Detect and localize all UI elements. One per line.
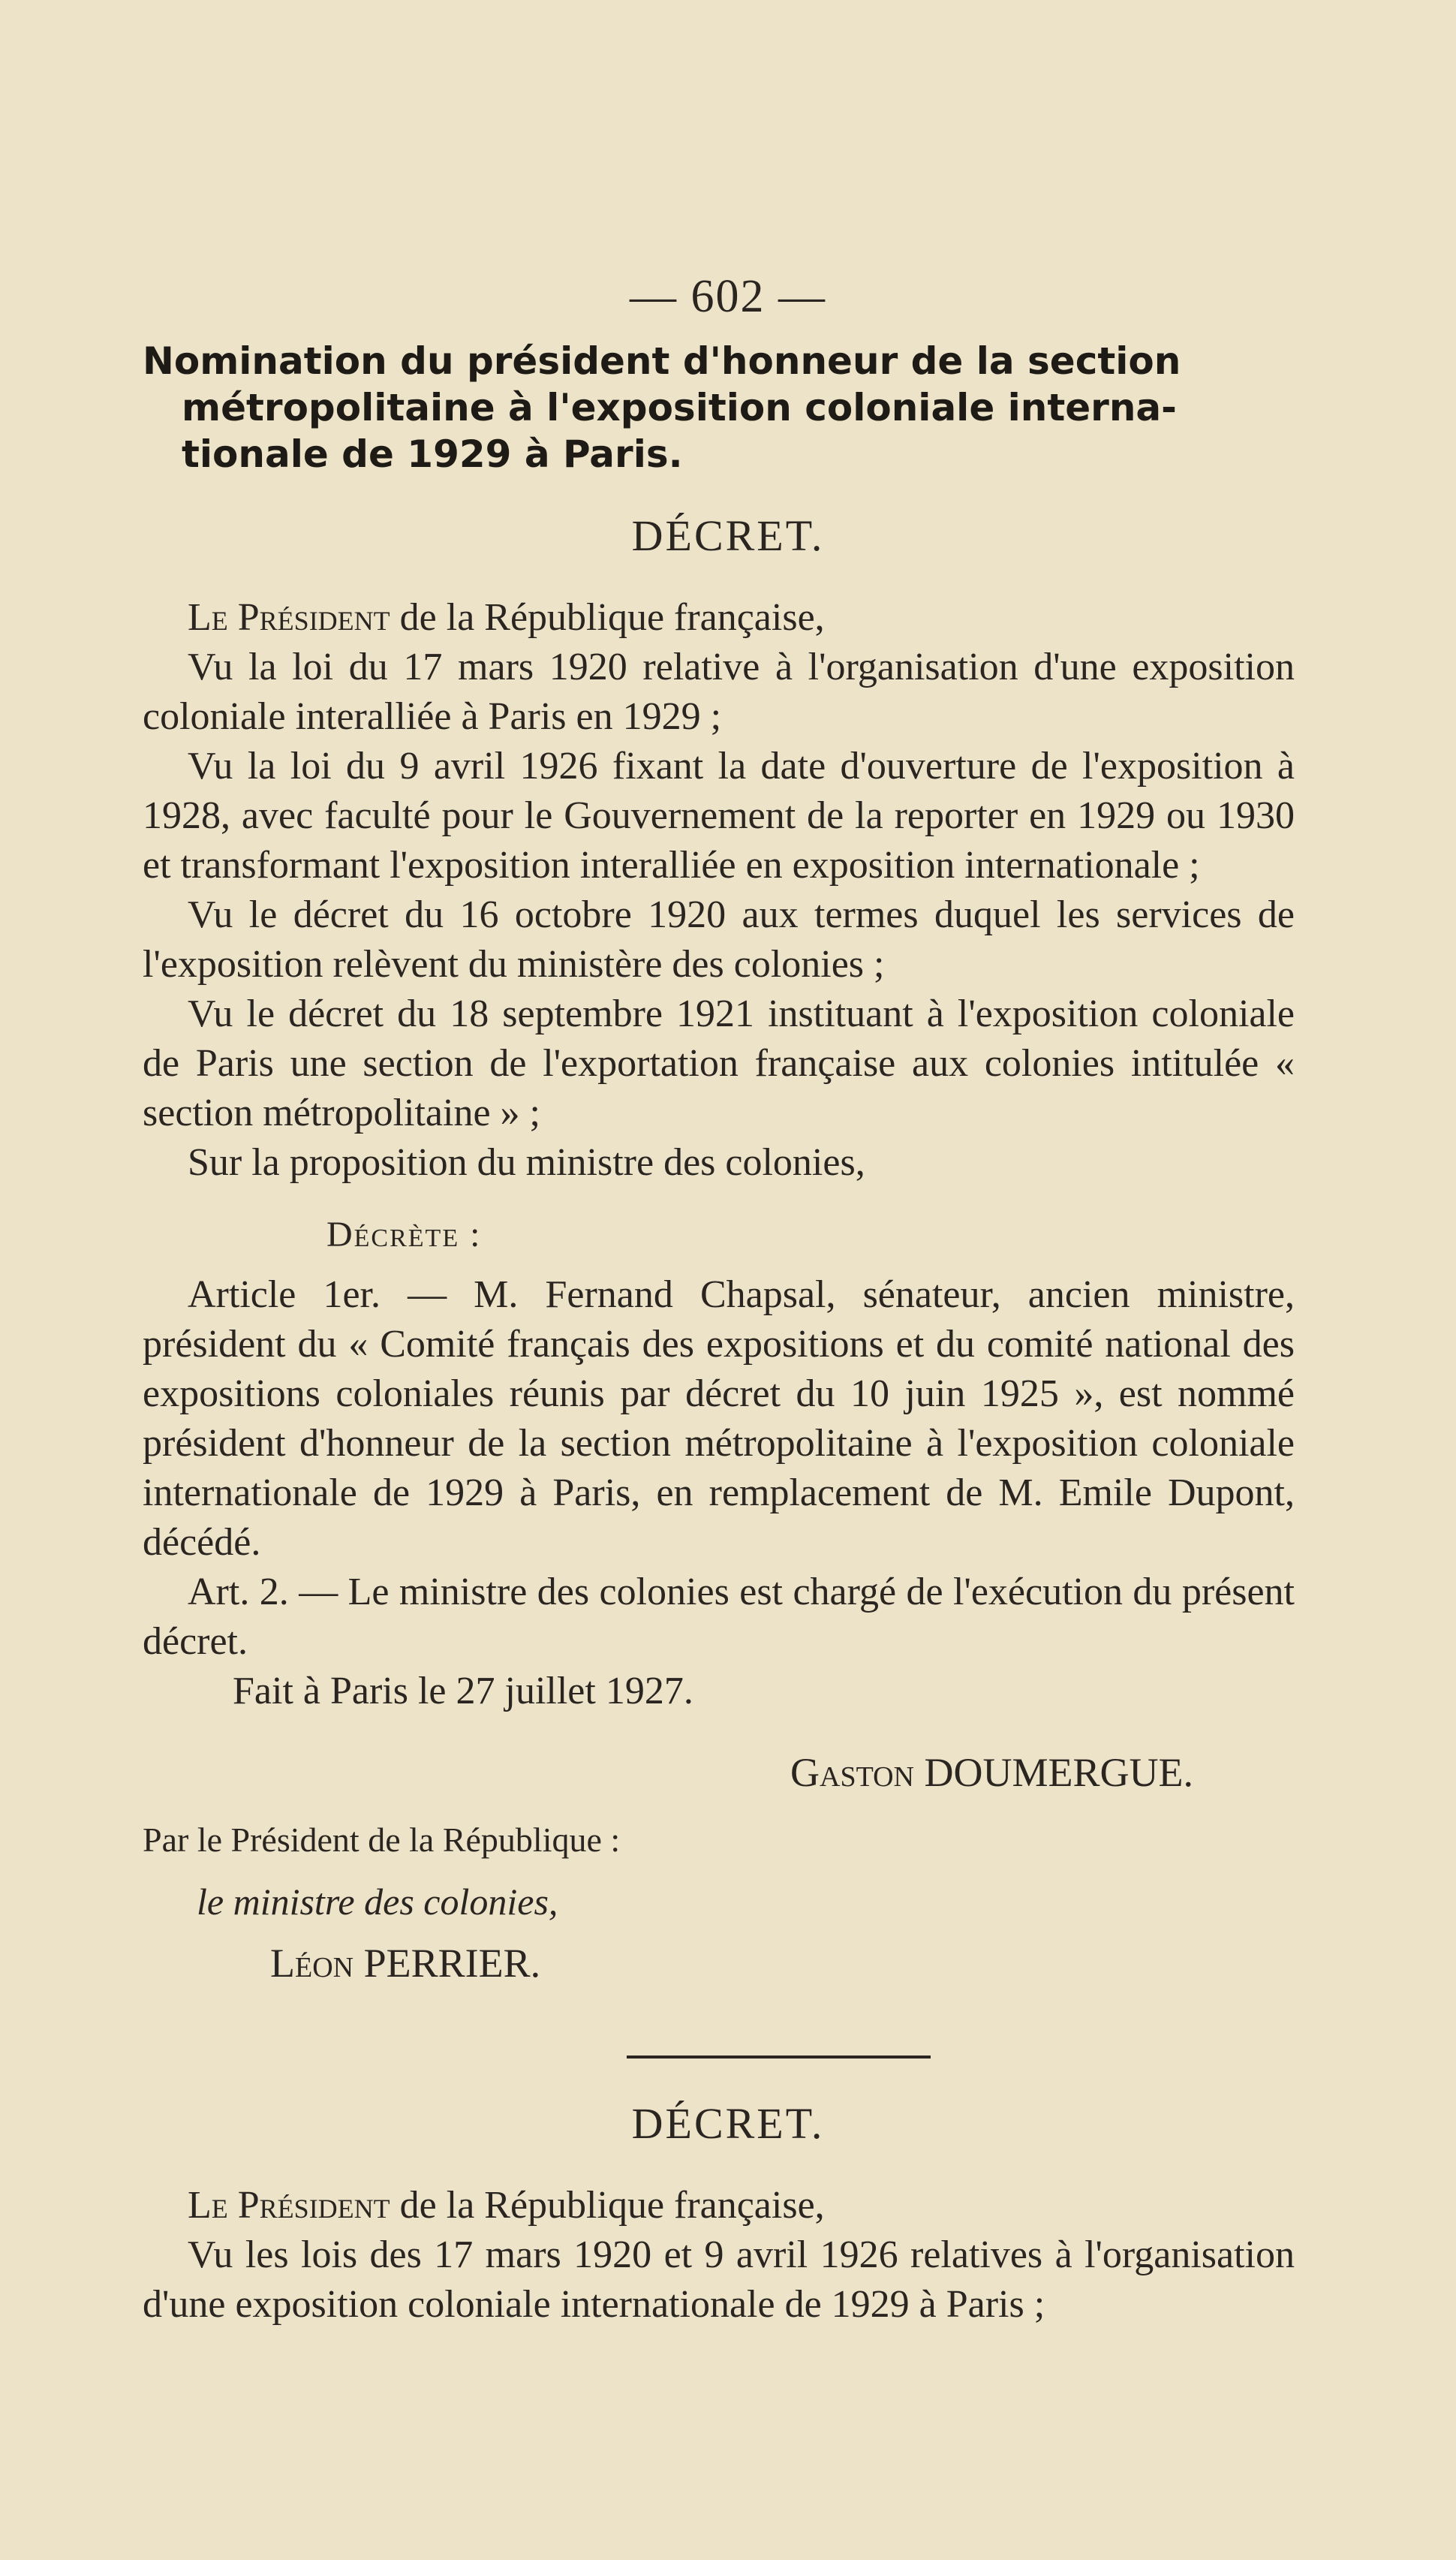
president-lead: Le Président	[188, 596, 390, 639]
minister-signature: Léon PERRIER.	[270, 1941, 541, 1986]
title-line-3: tionale de 1929 à Paris.	[182, 432, 683, 476]
document-title	[143, 338, 1306, 477]
president-line	[143, 2181, 1295, 2230]
countersign-intro: Par le Président de la République :	[143, 1821, 621, 1859]
decree-heading-2: DÉCRET.	[631, 2099, 825, 2148]
article-2: Art. 2. — Le ministre des colonies est chargé de l'exécution du présent décret.	[143, 1571, 1295, 1663]
title-line-1: Nomination du président d'honneur de la section	[143, 339, 1181, 383]
article-1: Article 1er. — M. Fernand Chapsal, sénateur, ancien ministre, président du « Comité français des expositions et du comité national des expositions coloniales réunis par décret du 10 juin 1925 », est nommé président d'honneur de la section métropolitaine à l'exposition coloniale internationale de 1929 à Paris, en remplacement de M. Emile Dupont, décédé.	[143, 1273, 1295, 1564]
visa-paragraph: Sur la proposition du ministre des colonies,	[188, 1141, 865, 1184]
president-lead: Le Président	[188, 2184, 390, 2227]
visa-paragraph: Vu le décret du 16 octobre 1920 aux termes duquel les services de l'exposition relèvent du ministère des colonies ;	[143, 893, 1295, 986]
decree-heading: DÉCRET.	[631, 511, 825, 560]
visa-paragraph: Vu la loi du 17 mars 1920 relative à l'organisation d'une exposition coloniale interalliée à Paris en 1929 ;	[143, 646, 1295, 738]
president-rest: de la République française,	[390, 596, 825, 639]
minister-title: le ministre des colonies,	[197, 1881, 558, 1923]
president-line	[143, 593, 1295, 643]
title-line-2: métropolitaine à l'exposition coloniale interna-	[182, 386, 1177, 429]
visa-paragraph: Vu le décret du 18 septembre 1921 instituant à l'exposition coloniale de Paris une section de l'exportation française aux colonies intitulée « section métropolitaine » ;	[143, 992, 1295, 1134]
president-signature: Gaston DOUMERGUE.	[790, 1750, 1193, 1795]
date-line: Fait à Paris le 27 juillet 1927.	[233, 1670, 693, 1712]
page-number: — 602 —	[630, 271, 826, 322]
decree-body-2	[143, 2181, 1295, 2330]
visa-paragraph: Vu la loi du 9 avril 1926 fixant la date d'ouverture de l'exposition à 1928, avec faculté pour le Gouvernement de la reporter en 1929 ou 1930 et transformant l'exposition interalliée en exposition internationale ;	[143, 745, 1295, 887]
section-divider	[627, 2056, 931, 2059]
decrete-heading: Décrète :	[326, 1215, 482, 1254]
president-rest: de la République française,	[390, 2184, 825, 2227]
visa-paragraph: Vu les lois des 17 mars 1920 et 9 avril 1926 relatives à l'organisation d'une exposition coloniale internationale de 1929 à Paris ;	[143, 2233, 1295, 2326]
decree-body	[143, 593, 1295, 1988]
